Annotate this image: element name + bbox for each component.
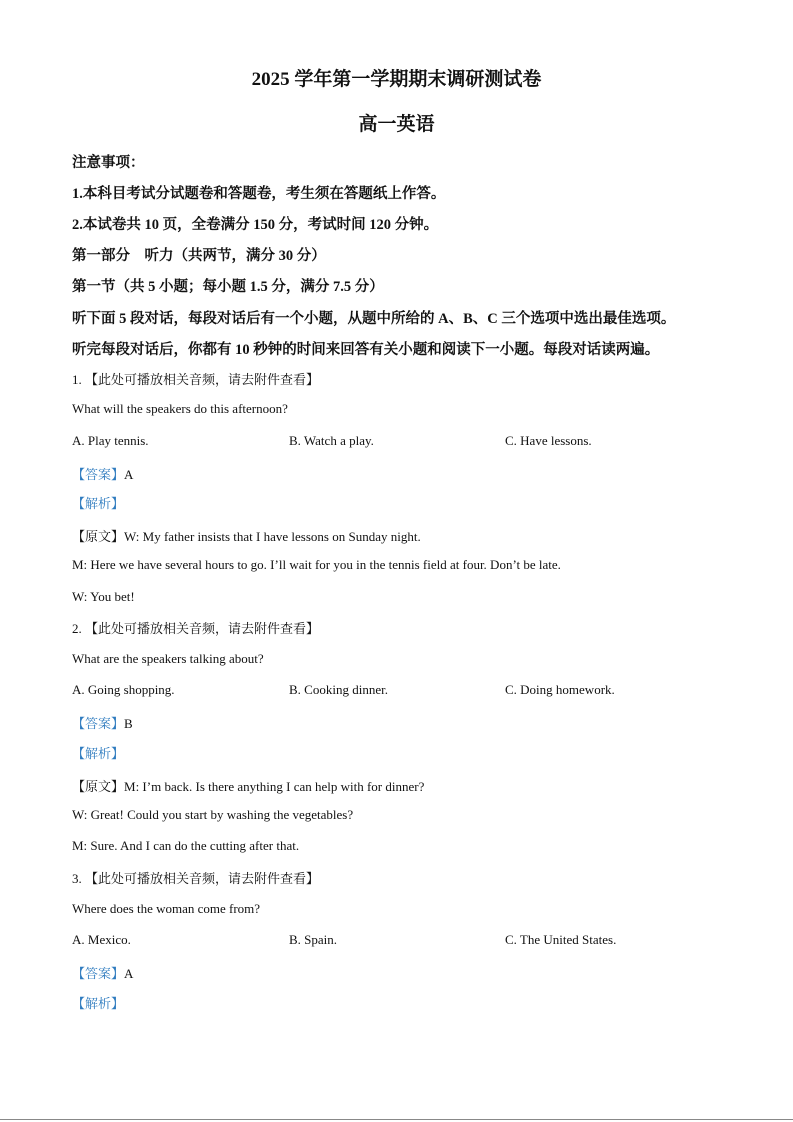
original-label: 【原文】 — [72, 529, 125, 544]
question-number: 2. — [72, 621, 82, 636]
question-1-transcript-1 — [72, 526, 421, 545]
question-1-option-a: A. Play tennis. — [72, 433, 149, 448]
audio-note: 【此处可播放相关音频，请去附件查看】 — [85, 621, 320, 636]
question-3-audio-note — [72, 868, 319, 887]
question-3-option-b: B. Spain. — [289, 932, 338, 947]
transcript-line: W: My father insists that I have lessons on Sunday night. — [124, 529, 421, 544]
notes-heading: 注意事项： — [72, 155, 145, 171]
question-3-answer — [72, 963, 133, 982]
question-1-transcript-2: M: Here we have several hours to go. I’ll wait for you in the tennis field at four. Don’t be late. — [72, 557, 561, 572]
question-2-option-b: B. Cooking dinner. — [289, 682, 388, 697]
answer-value: B — [124, 716, 133, 731]
question-2-transcript-3: M: Sure. And I can do the cutting after that. — [72, 838, 300, 853]
question-3-text: Where does the woman come from? — [72, 901, 261, 916]
question-2-option-a: A. Going shopping. — [72, 682, 175, 697]
answer-label: 【答案】 — [72, 966, 125, 981]
instruction-line-1: 听下面 5 段对话，每段对话后有一个小题，从题中所给的 A、B、C 三个选项中选出最佳选项。 — [72, 311, 676, 327]
notes-item-2: 2.本试卷共 10 页，全卷满分 150 分，考试时间 120 分钟。 — [72, 217, 439, 233]
question-1-option-c: C. Have lessons. — [505, 433, 592, 448]
question-3-option-a: A. Mexico. — [72, 932, 131, 947]
question-1-transcript-3: W: You bet! — [72, 589, 135, 604]
audio-note: 【此处可播放相关音频，请去附件查看】 — [85, 871, 320, 886]
question-number: 1. — [72, 372, 82, 387]
audio-note: 【此处可播放相关音频，请去附件查看】 — [85, 372, 320, 387]
section1-heading: 第一节（共 5 小题；每小题 1.5 分，满分 7.5 分） — [72, 279, 384, 295]
question-1-answer — [72, 464, 133, 483]
answer-label: 【答案】 — [72, 467, 125, 482]
question-1-text: What will the speakers do this afternoon? — [72, 401, 288, 416]
part1-heading: 第一部分 听力（共两节，满分 30 分） — [72, 248, 326, 264]
question-2-text: What are the speakers talking about? — [72, 651, 264, 666]
answer-value: A — [124, 467, 134, 482]
question-2-transcript-2: W: Great! Could you start by washing the vegetables? — [72, 807, 354, 822]
question-3-analysis: 【解析】 — [72, 996, 125, 1011]
question-2-analysis: 【解析】 — [72, 746, 125, 761]
question-1-audio-note — [72, 369, 319, 388]
question-1-analysis: 【解析】 — [72, 496, 125, 511]
question-2-option-c: C. Doing homework. — [505, 682, 615, 697]
page-bottom-divider — [0, 1119, 793, 1120]
instruction-line-2: 听完每段对话后，你都有 10 秒钟的时间来回答有关小题和阅读下一小题。每段对话读两遍。 — [72, 342, 660, 358]
transcript-line: M: I’m back. Is there anything I can help with for dinner? — [124, 779, 425, 794]
original-label: 【原文】 — [72, 779, 125, 794]
question-1-option-b: B. Watch a play. — [289, 433, 374, 448]
question-2-answer — [72, 713, 133, 732]
page-title: 2025 学年第一学期期末调研测试卷 — [251, 69, 542, 90]
answer-label: 【答案】 — [72, 716, 125, 731]
question-number: 3. — [72, 871, 82, 886]
question-2-transcript-1 — [72, 776, 424, 795]
notes-item-1: 1.本科目考试分试题卷和答题卷，考生须在答题纸上作答。 — [72, 186, 446, 202]
answer-value: A — [124, 966, 134, 981]
question-2-audio-note — [72, 618, 319, 637]
page-subtitle: 高一英语 — [358, 114, 435, 135]
question-3-option-c: C. The United States. — [505, 932, 617, 947]
